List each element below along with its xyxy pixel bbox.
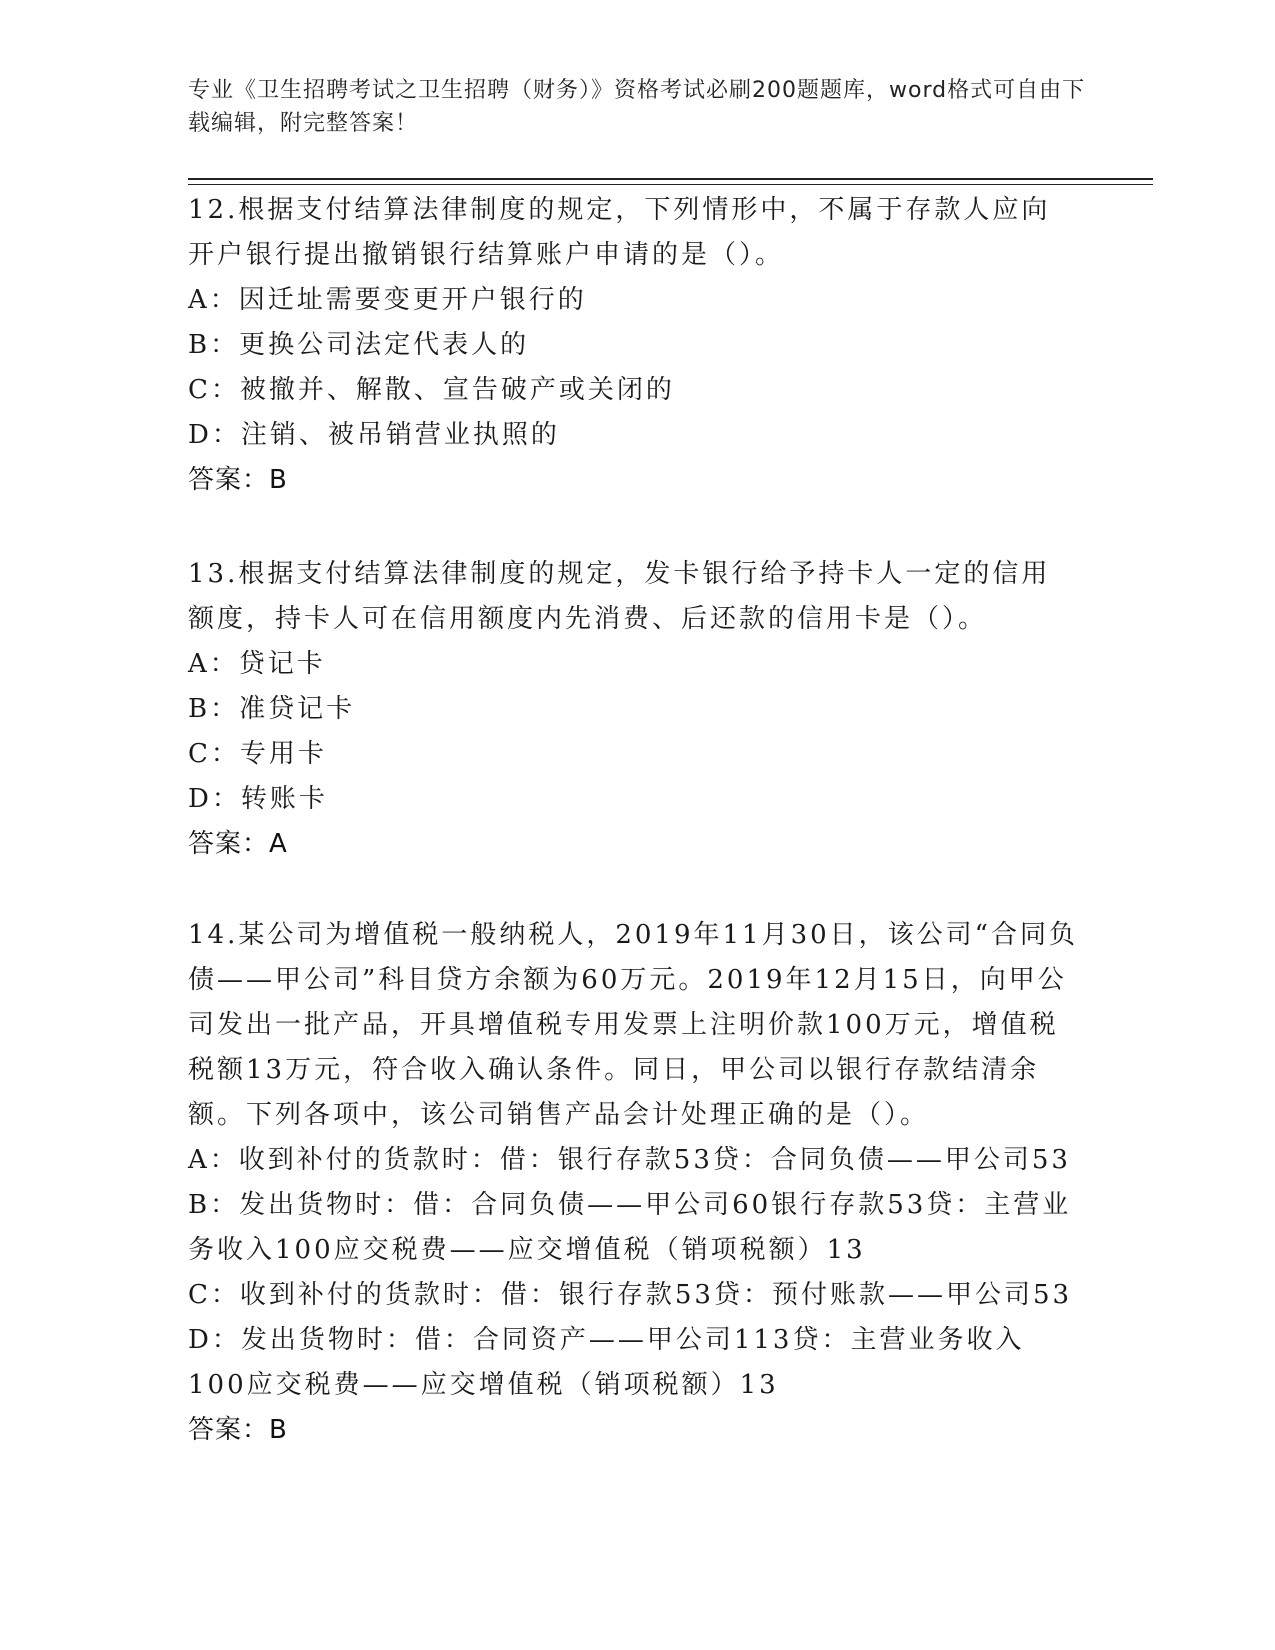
option-a: A：收到补付的货款时：借：银行存款53贷：合同负债——甲公司53 [188,1145,1071,1175]
option-c: C：收到补付的货款时：借：银行存款53贷：预付账款——甲公司53 [188,1280,1073,1310]
option-c: C：专用卡 [188,739,327,769]
option-d: D：转账卡 [188,784,328,814]
question-12 [188,188,1078,503]
header-rule-thick [188,178,1153,180]
option-b: B：更换公司法定代表人的 [188,330,530,360]
answer: 答案：B [188,465,288,495]
option-b: B：发出货物时：借：合同负债——甲公司60银行存款53贷：主营业务收入100应交税费——应交增值税（销项税额）13 [188,1190,1072,1265]
question-text: 12.根据支付结算法律制度的规定，下列情形中，不属于存款人应向开户银行提出撤销银行结算账户申请的是（）。 [188,195,1051,270]
option-b: B：准贷记卡 [188,694,356,724]
option-a: A：贷记卡 [188,649,326,679]
question-text: 14.某公司为增值税一般纳税人，2019年11月30日，该公司“合同负债——甲公司”科目贷方余额为60万元。2019年12月15日，向甲公司发出一批产品，开具增值税专用发票上注明价款100万元，增值税税额13万元，符合收入确认条件。同日，甲公司以银行存款结清余额。下列各项中，该公司销售产品会计处理正确的是（）。 [188,920,1078,1130]
question-text: 13.根据支付结算法律制度的规定，发卡银行给予持卡人一定的信用额度，持卡人可在信用额度内先消费、后还款的信用卡是（）。 [188,559,1051,634]
option-a: A：因迁址需要变更开户银行的 [188,285,587,315]
question-13 [188,552,1078,867]
option-d: D：注销、被吊销营业执照的 [188,420,560,450]
answer: 答案：B [188,1415,288,1445]
header-rule-thin [188,184,1153,185]
document-header: 专业《卫生招聘考试之卫生招聘（财务）》资格考试必刷200题题库，word格式可自由下载编辑，附完整答案！ [188,78,1086,136]
question-14 [188,913,1078,1453]
answer: 答案：A [188,829,288,859]
option-d: D：发出货物时：借：合同资产——甲公司113贷：主营业务收入100应交税费——应交增值税（销项税额）13 [188,1325,1025,1400]
option-c: C：被撤并、解散、宣告破产或关闭的 [188,375,675,405]
